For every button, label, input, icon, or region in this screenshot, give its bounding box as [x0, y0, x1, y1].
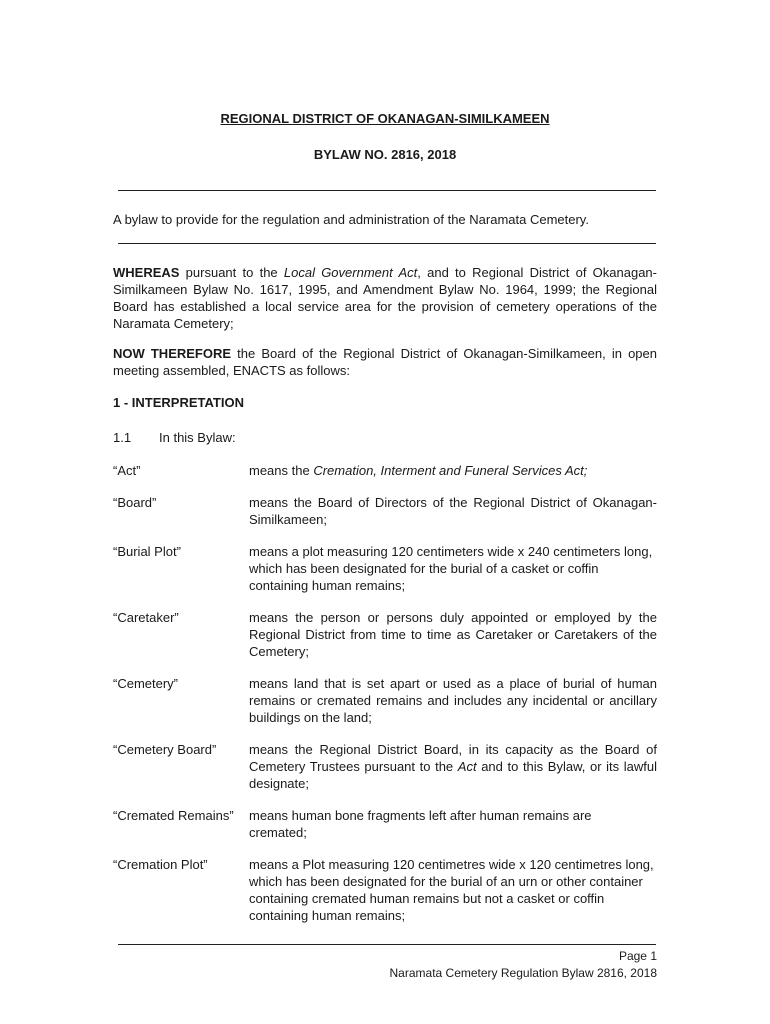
- divider-top: [118, 190, 656, 191]
- definition-term: “Burial Plot”: [113, 544, 181, 559]
- definition-meaning: means a Plot measuring 120 centimetres wide x 120 centimetres long, which has been designated for the burial of an urn or other container containing cremated human remains but not a casket or coffin containing human remains;: [249, 857, 654, 923]
- definition-meaning: means land that is set apart or used as a place of burial of human remains or cremated remains and includes any incidental or ancillary buildings on the land;: [249, 676, 657, 725]
- definition-term: “Cemetery Board”: [113, 742, 217, 757]
- definition-text-1: means the Regional District Board, in its capacity as the Board of Cemetery Trustees pursuant to the: [249, 742, 657, 774]
- whereas-act-name: Local Government Act: [283, 265, 418, 280]
- definition-term: “Cemetery”: [113, 676, 179, 691]
- whereas-lead: WHEREAS: [113, 265, 180, 280]
- definition-meaning: means the Board of Directors of the Regional District of Okanagan-Similkameen;: [249, 495, 657, 527]
- clause-number: 1.1: [113, 430, 132, 445]
- definition-italic: Act: [457, 759, 477, 774]
- definition-term: “Cremated Remains”: [113, 808, 234, 823]
- definition-meaning: [249, 462, 657, 479]
- divider-purpose: [118, 243, 656, 244]
- page-number: Page 1: [618, 949, 657, 963]
- clause-text: In this Bylaw:: [159, 430, 236, 445]
- definition-text-2: and to this Bylaw, or its lawful designate;: [249, 759, 657, 791]
- footer-doc-title: Naramata Cemetery Regulation Bylaw 2816, 2018: [389, 966, 657, 980]
- definition-italic: Cremation, Interment and Funeral Services Act;: [313, 463, 588, 478]
- definition-meaning: means human bone fragments left after human remains are cremated;: [249, 808, 592, 840]
- now-therefore-paragraph: [113, 345, 657, 379]
- bylaw-purpose: A bylaw to provide for the regulation and administration of the Naramata Cemetery.: [113, 212, 589, 227]
- definition-term: “Caretaker”: [113, 610, 179, 625]
- now-therefore-lead: NOW THEREFORE: [113, 346, 232, 361]
- bylaw-number: BYLAW NO. 2816, 2018: [313, 147, 457, 162]
- whereas-text-1: pursuant to the: [179, 265, 284, 280]
- section-heading: 1 - INTERPRETATION: [113, 395, 244, 410]
- definition-term: “Board”: [113, 495, 157, 510]
- whereas-paragraph: [113, 264, 657, 332]
- whereas-text-2: , and to Regional District of Okanagan-Similkameen Bylaw No. 1617, 1995, and Amendment Bylaw No. 1964, 1999; the Regional Board has established a local service area for the provision of cemetery operations of the Naramata Cemetery;: [113, 265, 657, 331]
- document-title: REGIONAL DISTRICT OF OKANAGAN-SIMILKAMEEN: [220, 111, 550, 126]
- definition-term: “Act”: [113, 463, 141, 478]
- definition-prefix: means the: [249, 463, 314, 478]
- clause-1-1: [113, 430, 236, 445]
- footer-divider: [118, 944, 656, 945]
- definition-meaning: means a plot measuring 120 centimeters wide x 240 centimeters long, which has been designated for the burial of a casket or coffin containing human remains;: [249, 544, 653, 593]
- definition-term: “Cremation Plot”: [113, 857, 208, 872]
- definition-meaning: means the person or persons duly appointed or employed by the Regional District from time to time as Caretaker or Caretakers of the Cemetery;: [249, 610, 657, 659]
- definition-meaning: [249, 741, 657, 792]
- now-therefore-text: the Board of the Regional District of Okanagan-Similkameen, in open meeting assembled, ENACTS as follows:: [113, 346, 657, 378]
